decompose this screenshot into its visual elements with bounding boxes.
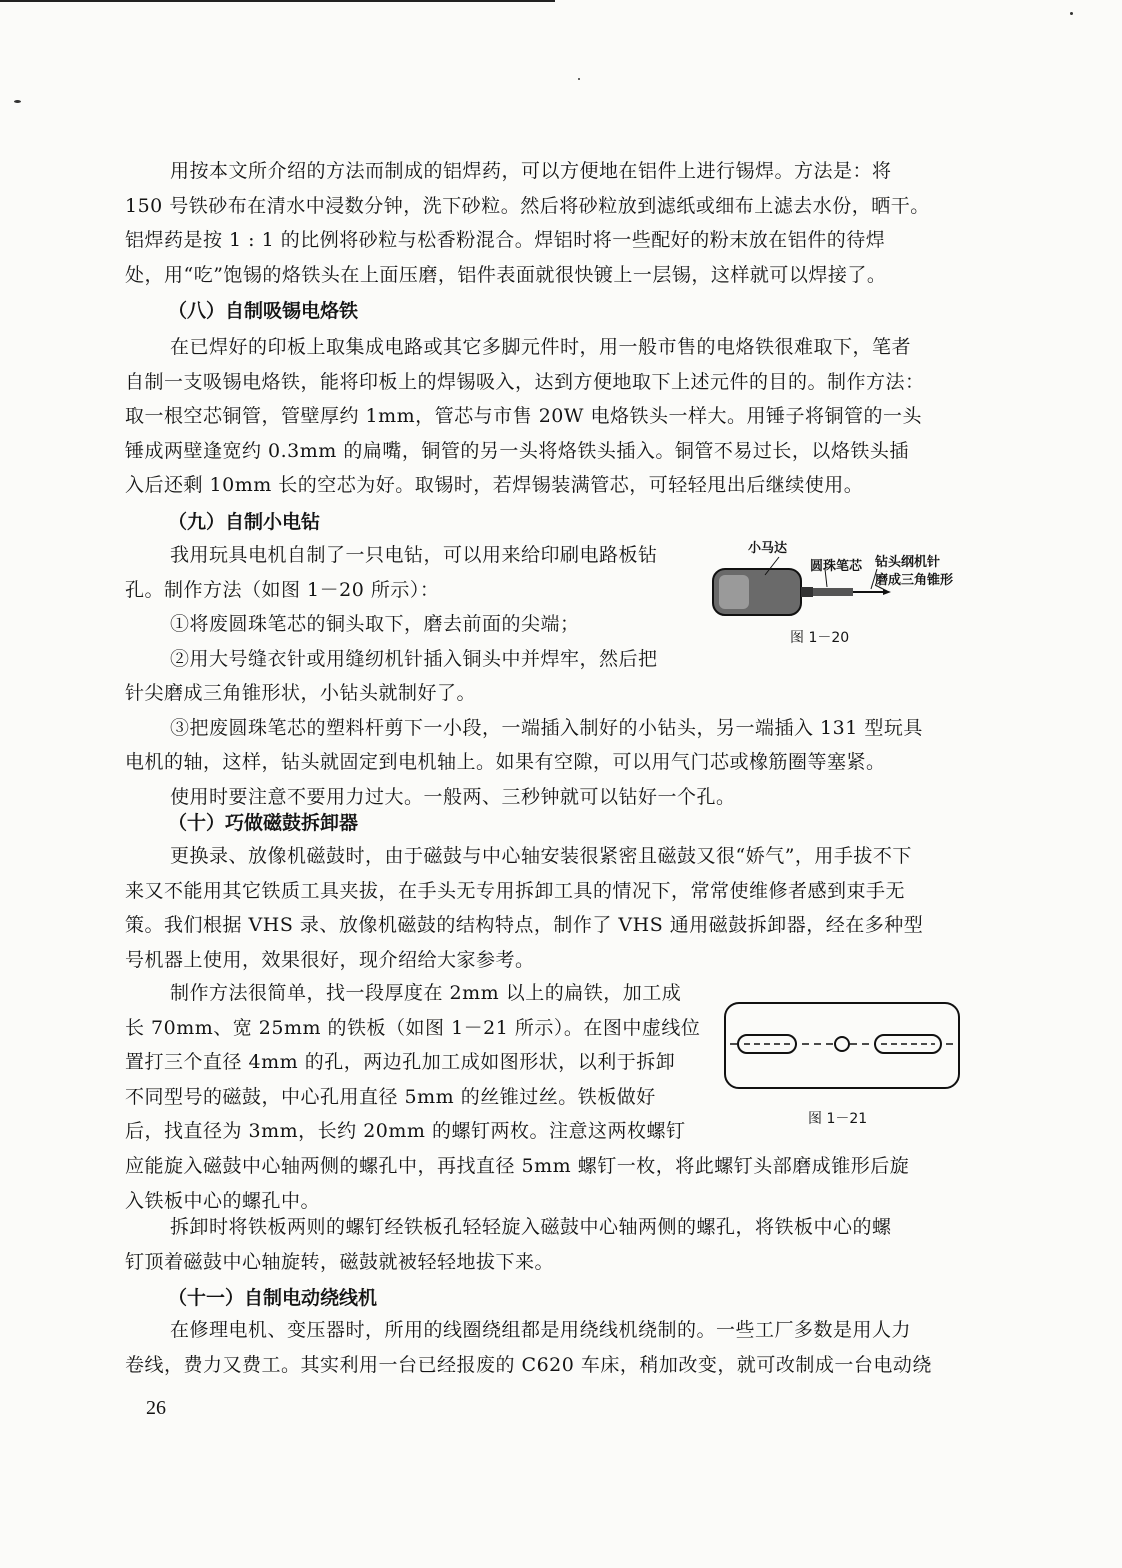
text-line: 在修理电机、变压器时，所用的线圈绕组都是用绕线机绕制的。一些工厂多数是用人力	[170, 1319, 912, 1341]
label-motor: 小马达	[748, 541, 788, 556]
text-line: 不同型号的磁鼓，中心孔用直径 5mm 的丝锥过丝。铁板做好	[125, 1085, 656, 1108]
text-line: 长 70mm、宽 25mm 的铁板（如图 1－21 所示）。在图中虚线位	[125, 1016, 701, 1039]
section-heading-10: （十）巧做磁鼓拆卸器	[168, 812, 359, 834]
scan-speck	[1070, 12, 1073, 15]
text-line: 我用玩具电机自制了一只电钻，可以用来给印刷电路板钻	[170, 544, 658, 566]
label-cone-tip: 磨成三角锥形	[875, 573, 954, 588]
plate-diagram	[722, 1000, 967, 1095]
text-line: 针尖磨成三角锥形状，小钻头就制好了。	[125, 682, 477, 704]
text-line: 入铁板中心的螺孔中。	[125, 1189, 321, 1212]
text-line: 制作方法很简单，找一段厚度在 2mm 以上的扁铁，加工成	[170, 982, 682, 1004]
text-line: 用按本文所介绍的方法而制成的铝焊药，可以方便地在铝件上进行锡焊。方法是：将	[170, 160, 892, 182]
paragraph-drum-remover	[125, 839, 967, 977]
text-line: 钉顶着磁鼓中心轴旋转，磁鼓就被轻轻地拔下来。	[125, 1250, 555, 1273]
text-line: 锤成两壁逢宽约 0.3mm 的扁嘴，铜管的另一头将烙铁头插入。铜管不易过长，以烙铁头插	[125, 439, 909, 462]
paragraph-drum-remover-method-cont	[125, 1149, 967, 1218]
text-line: 自制一支吸锡电烙铁，能将印板上的焊锡吸入，达到方便地取下上述元件的目的。制作方法：	[125, 370, 925, 393]
motor-shaft	[801, 587, 813, 597]
text-line: 来又不能用其它铁质工具夹拔，在手头无专用拆卸工具的情况下，常常使维修者感到束手无	[125, 879, 906, 902]
paragraph-drum-remover-usage	[125, 1210, 967, 1279]
text-line: 更换录、放像机磁鼓时，由于磁鼓与中心轴安装很紧密且磁鼓又很“娇气”，用手拔不下	[170, 845, 912, 867]
text-line: 号机器上使用，效果很好，现介绍给大家参考。	[125, 948, 535, 971]
label-needle: 钻头纲机针	[875, 555, 941, 570]
paragraph-aluminum-solder	[125, 154, 967, 292]
paragraph-mini-drill-cont	[125, 676, 967, 814]
text-line: 置打三个直径 4mm 的孔，两边孔加工成如图形状，以利于拆卸	[125, 1051, 676, 1073]
paragraph-coil-winder	[125, 1313, 967, 1382]
text-line: 卷线，费力又费工。其实利用一台已经报废的 C620 车床，稍加改变，就可改制成一台电动绕	[125, 1353, 932, 1376]
paragraph-solder-sucker	[125, 330, 967, 503]
label-pen-refill: 圆珠笔芯	[810, 559, 863, 574]
text-line: ①将废圆珠笔芯的铜头取下，磨去前面的尖端；	[170, 613, 580, 635]
text-line: ②用大号缝衣针或用缝纫机针插入铜头中并焊牢，然后把	[170, 647, 658, 670]
paragraph-drum-remover-method	[125, 976, 700, 1149]
pen-tube	[813, 588, 853, 596]
text-line: 应能旋入磁鼓中心轴两侧的螺孔中，再找直径 5mm 螺钉一枚，将此螺钉头部磨成锥形后旋	[125, 1155, 910, 1177]
figure-caption: 图 1－21	[808, 1111, 868, 1127]
figure-1-20	[705, 535, 985, 655]
section-heading-9: （九）自制小电钻	[168, 511, 321, 533]
text-line: 铝焊药是按 1 : 1 的比例将砂粒与松香粉混合。焊铝时将一些配好的粉末放在铝件的待焊	[125, 229, 886, 251]
center-hole	[835, 1037, 849, 1051]
scan-speck	[578, 78, 580, 80]
text-line: 在已焊好的印板上取集成电路或其它多脚元件时，用一般市售的电烙铁很难取下，笔者	[170, 336, 912, 358]
page-number: 26	[146, 1397, 166, 1419]
scan-speck	[14, 100, 21, 103]
text-line: 使用时要注意不要用力过大。一般两、三秒钟就可以钻好一个孔。	[170, 785, 736, 808]
text-line: 电机的轴，这样，钻头就固定到电机轴上。如果有空隙，可以用气门芯或橡筋圈等塞紧。	[125, 751, 886, 773]
section-heading-8: （八）自制吸锡电烙铁	[168, 300, 359, 322]
text-line: 取一根空芯铜管，管壁厚约 1mm，管芯与市售 20W 电烙铁头一样大。用锤子将铜管的一头	[125, 405, 922, 427]
text-line: 孔。制作方法（如图 1－20 所示）：	[125, 578, 440, 601]
text-line: 策。我们根据 VHS 录、放像机磁鼓的结构特点，制作了 VHS 通用磁鼓拆卸器，经在多种型	[125, 914, 924, 936]
text-line: 后，找直径为 3mm，长约 20mm 的螺钉两枚。注意这两枚螺钉	[125, 1120, 686, 1142]
text-line: 拆卸时将铁板两则的螺钉经铁板孔轻轻旋入磁鼓中心轴两侧的螺孔，将铁板中心的螺	[170, 1216, 892, 1238]
text-line: 入后还剩 10mm 长的空芯为好。取锡时，若焊锡装满管芯，可轻轻甩出后继续使用。	[125, 474, 864, 496]
figure-caption: 图 1－20	[790, 630, 850, 646]
scan-edge-line	[0, 0, 555, 2]
figure-1-21	[722, 1000, 967, 1130]
text-line: 150 号铁砂布在清水中浸数分钟，洗下砂粒。然后将砂粒放到滤纸或细布上滤去水份，晒干。	[125, 194, 930, 217]
section-heading-11: （十一）自制电动绕线机	[168, 1287, 378, 1309]
paragraph-mini-drill	[125, 538, 700, 676]
motor-highlight	[719, 575, 749, 609]
text-line: ③把废圆珠笔芯的塑料杆剪下一小段，一端插入制好的小钻头，另一端插入 131 型玩具	[170, 716, 923, 739]
text-line: 处，用“吃”饱锡的烙铁头在上面压磨，铝件表面就很快镀上一层锡，这样就可以焊接了。	[125, 263, 887, 286]
